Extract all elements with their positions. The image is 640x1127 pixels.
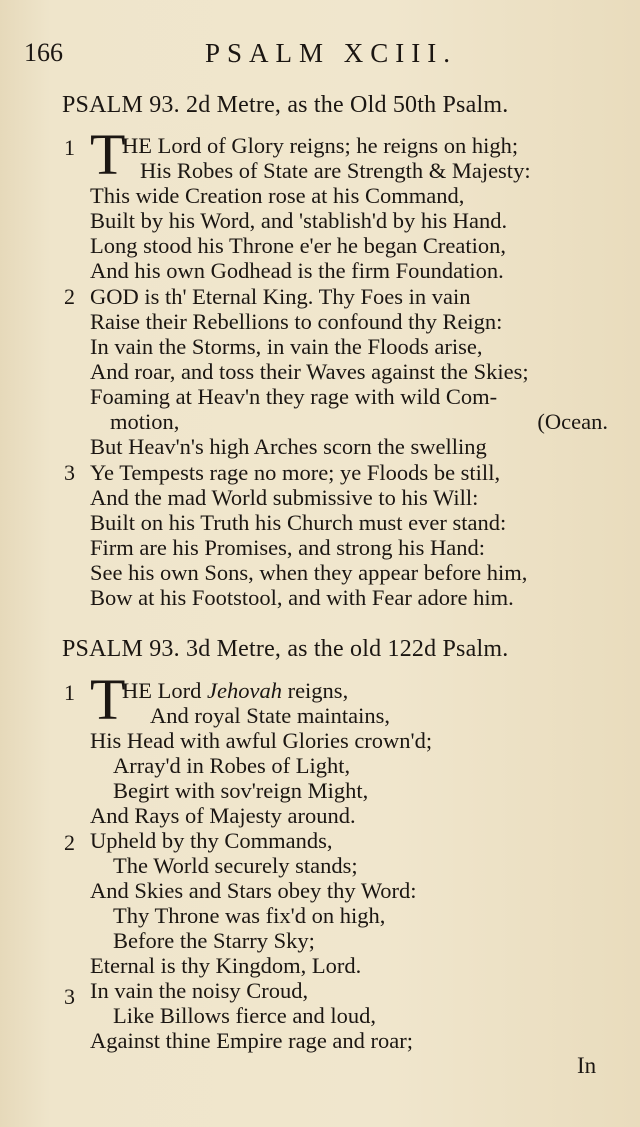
- section2-verse-number-3: 3: [64, 984, 75, 1009]
- section2-line: And Rays of Majesty around.: [90, 803, 356, 828]
- section2-line: The World securely stands;: [113, 853, 358, 878]
- section2-verse-number-2: 2: [64, 830, 75, 855]
- running-title: PSALM XCIII.: [205, 38, 458, 68]
- section1-line: Raise their Rebellions to confound thy Reign:: [90, 309, 503, 334]
- section2-line: Begirt with sov'reign Might,: [113, 778, 369, 803]
- section1-line: And roar, and toss their Waves against the Skies;: [90, 359, 529, 384]
- section1-verse-number-2: 2: [64, 284, 75, 309]
- jehovah-italic: Jehovah: [206, 678, 282, 703]
- section2-line: And Skies and Stars obey thy Word:: [90, 878, 417, 903]
- section2-first-line: [122, 678, 348, 703]
- section1-line: And his own Godhead is the firm Foundation.: [90, 258, 504, 283]
- section2-line: And royal State maintains,: [150, 703, 390, 728]
- section2-heading: PSALM 93. 3d Metre, as the old 122d Psalm.: [62, 636, 509, 662]
- section1-line: Foaming at Heav'n they rage with wild Com-: [90, 384, 498, 409]
- section2-line: His Head with awful Glories crown'd;: [90, 728, 433, 753]
- section1-dropcap: T: [90, 122, 126, 187]
- section2-line: Like Billows fierce and loud,: [113, 1003, 377, 1028]
- section2-line: Upheld by thy Commands,: [90, 828, 333, 853]
- section1-verse-number-1: 1: [64, 135, 75, 160]
- section1-line: And the mad World submissive to his Will:: [90, 485, 479, 510]
- section1-heading: PSALM 93. 2d Metre, as the Old 50th Psalm.: [62, 92, 509, 118]
- running-head: [0, 38, 640, 72]
- section2-line: Eternal is thy Kingdom, Lord.: [90, 953, 362, 978]
- section1-line: (Ocean.: [537, 409, 608, 434]
- section1-line: See his own Sons, when they appear before him,: [90, 560, 528, 585]
- section1-line: GOD is th' Eternal King. Thy Foes in vain: [90, 284, 471, 309]
- section1-line: His Robes of State are Strength & Majesty:: [140, 158, 531, 183]
- section2-line: In vain the noisy Croud,: [90, 978, 309, 1003]
- section1-line: Firm are his Promises, and strong his Hand:: [90, 535, 485, 560]
- line-text: reigns,: [281, 678, 349, 703]
- section2-line: Thy Throne was fix'd on high,: [113, 903, 386, 928]
- section1-verse-number-3: 3: [64, 460, 75, 485]
- section2-dropcap: T: [90, 667, 126, 732]
- catchword: In: [577, 1053, 597, 1078]
- section1-line: Ye Tempests rage no more; ye Floods be still,: [90, 460, 501, 485]
- section1-line: But Heav'n's high Arches scorn the swelling: [90, 434, 487, 459]
- section1-line: HE Lord of Glory reigns; he reigns on high;: [122, 133, 519, 158]
- section1-line: This wide Creation rose at his Command,: [90, 183, 465, 208]
- section1-line: motion,: [110, 409, 180, 434]
- page-number: 166: [24, 38, 63, 67]
- section1-line: Built on his Truth his Church must ever stand:: [90, 510, 507, 535]
- section1-line: Built by his Word, and 'stablish'd by his Hand.: [90, 208, 508, 233]
- line-text: HE Lord: [122, 678, 207, 703]
- section2-line: Array'd in Robes of Light,: [113, 753, 351, 778]
- section1-line: Bow at his Footstool, and with Fear adore him.: [90, 585, 514, 610]
- section2-verse-number-1: 1: [64, 680, 75, 705]
- section2-line: Before the Starry Sky;: [113, 928, 315, 953]
- section1-line: Long stood his Throne e'er he began Creation,: [90, 233, 507, 258]
- section1-line: In vain the Storms, in vain the Floods arise,: [90, 334, 483, 359]
- section2-line: Against thine Empire rage and roar;: [90, 1028, 414, 1053]
